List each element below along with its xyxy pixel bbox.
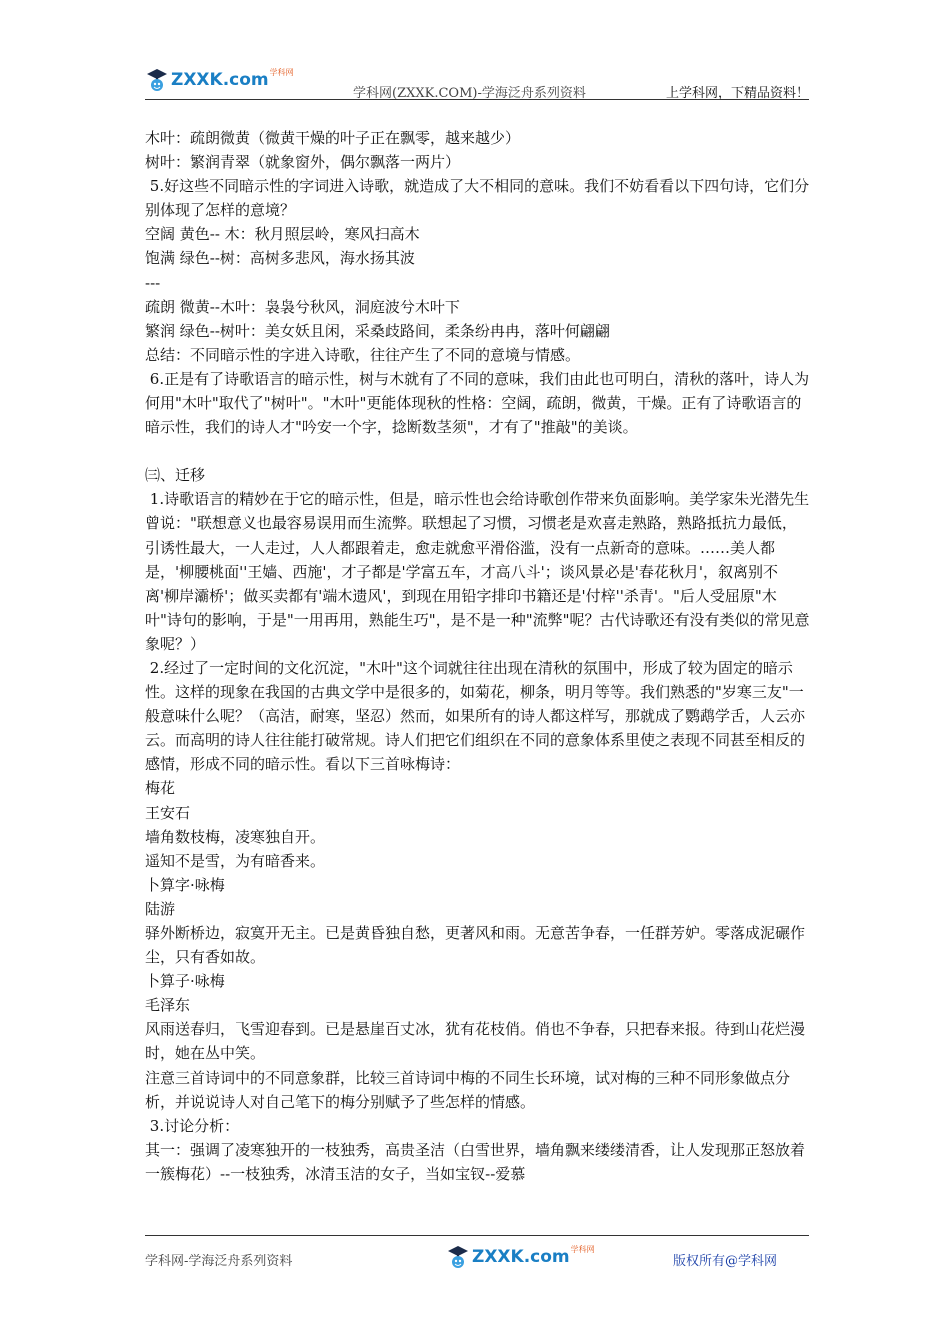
body-paragraph: 驿外断桥边，寂寞开无主。已是黄昏独自愁，更著风和雨。无意苦争春，一任群芳妒。零落成泥碾作尘，只有香如故。 [145, 924, 806, 967]
footer-divider [145, 1235, 809, 1236]
body-paragraph: 卜算子·咏梅 [145, 972, 225, 991]
body-paragraph: 毛泽东 [145, 996, 191, 1015]
body-paragraph: 梅花 [145, 779, 176, 798]
body-paragraph [145, 439, 811, 463]
body-paragraph: ㈢、迁移 [145, 466, 206, 485]
graduation-cap-icon [145, 66, 169, 94]
body-paragraph: 5.好这些不同暗示性的字词进入诗歌，就造成了大不相同的意味。我们不妨看看以下四句诗，它们分别体现了怎样的意境？ [145, 177, 810, 220]
body-paragraph: 3.讨论分析： [145, 1116, 240, 1135]
footer-logo [446, 1243, 595, 1271]
body-paragraph: 6.正是有了诗歌语言的暗示性，树与木就有了不同的意味，我们由此也可明白，清秋的落叶，诗人为何用"木叶"取代了"树叶"。"木叶"更能体现秋的性格：空阔，疏朗，微黄，干燥。正有了诗歌语言的暗示性，我们的诗人才"吟安一个字，捻断数茎须"，才有了"推敲"的美谈。 [145, 369, 810, 437]
body-paragraph: 饱满 绿色--树：高树多悲风，海水扬其波 [145, 249, 415, 268]
body-paragraph: 疏朗 微黄--木叶：袅袅兮秋风，洞庭波兮木叶下 [145, 297, 460, 316]
document-body [145, 126, 811, 1186]
body-paragraph: 树叶：繁润青翠（就象窗外，偶尔飘落一两片） [145, 153, 461, 172]
body-paragraph: 风雨送春归，飞雪迎春到。已是悬崖百丈冰，犹有花枝俏。俏也不争春，只把春来报。待到山花烂漫时，她在丛中笑。 [145, 1020, 806, 1063]
body-paragraph: 1.诗歌语言的精妙在于它的暗示性，但是，暗示性也会给诗歌创作带来负面影响。美学家朱光潜先生曾说："联想意义也最容易误用而生流弊。联想起了习惯，习惯老是欢喜走熟路，熟路抵抗力最低，引诱性最大，一人走过，人人都跟着走，愈走就愈平滑俗滥，没有一点新奇的意味。……美人都是，'柳腰桃面''王嫱、西施'，才子都是'学富五车，才高八斗'；谈风景必是'春花秋月'，叙离别不离'柳岸灞桥'；做买卖都有'端木遗风'，到现在用铅字排印书籍还是'付梓''杀青'。"后人受屈原"木叶"诗句的影响，于是"一用再用，熟能生巧"，是不是一种"流弊"呢？古代诗歌还有没有类似的常见意象呢？） [145, 490, 810, 653]
logo-subtext: 学科网 [269, 67, 294, 77]
site-logo [145, 66, 294, 94]
body-paragraph: 墙角数枝梅，凌寒独自开。 [145, 827, 326, 846]
body-paragraph: 空阔 黄色-- 木：秋月照层岭，寒风扫高木 [145, 225, 420, 244]
footer-copyright: 版权所有@学科网 [673, 1254, 778, 1269]
footer-left-text: 学科网-学海泛舟系列资料 [145, 1254, 293, 1269]
footer-logo-text: ZXXK.com [472, 1247, 570, 1267]
body-paragraph: 总结：不同暗示性的字进入诗歌，往往产生了不同的意境与情感。 [145, 345, 581, 364]
header-slogan: 上学科网，下精品资料！ [665, 86, 809, 101]
graduation-cap-icon [446, 1243, 470, 1271]
body-paragraph: --- [145, 273, 161, 292]
page-header [145, 66, 809, 102]
body-paragraph: 王安石 [145, 803, 191, 822]
body-paragraph: 遥知不是雪，为有暗香来。 [145, 851, 326, 870]
body-paragraph: 卜算字·咏梅 [145, 875, 225, 894]
body-paragraph: 其一：强调了凌寒独开的一枝独秀，高贵圣洁（白雪世界，墙角飘来缕缕清香，让人发现那正怒放着一簇梅花）--一枝独秀，冰清玉洁的女子，当如宝钗--爱慕 [145, 1140, 806, 1183]
body-paragraph: 木叶：疏朗微黄（微黄干燥的叶子正在飘零，越来越少） [145, 129, 521, 147]
body-paragraph: 注意三首诗词中的不同意象群，比较三首诗词中梅的不同生长环境，试对梅的三种不同形象做点分析，并说说诗人对自己笔下的梅分别赋予了些怎样的情感。 [145, 1068, 791, 1111]
body-paragraph: 陆游 [145, 899, 176, 918]
body-paragraph: 2.经过了一定时间的文化沉淀，"木叶"这个词就往往出现在清秋的氛围中，形成了较为固定的暗示性。这样的现象在我国的古典文学中是很多的，如菊花，柳条，明月等等。我们熟悉的"岁寒三友"一般意味什么呢？（高洁，耐寒，坚忍）然而，如果所有的诗人都这样写，那就成了鹦鹉学舌，人云亦云。而高明的诗人往往能打破常规。诗人们把它们组织在不同的意象体系里使之表现不同甚至相反的感情，形成不同的暗示性。看以下三首咏梅诗： [145, 658, 806, 774]
header-title: 学科网(ZXXK.COM)-学海泛舟系列资料 [353, 86, 586, 101]
body-paragraph: 繁润 绿色--树叶：美女妖且闲，采桑歧路间，柔条纷冉冉，落叶何翩翩 [145, 321, 610, 340]
logo-text: ZXXK.com [171, 70, 269, 90]
header-divider [145, 99, 809, 100]
footer-logo-subtext: 学科网 [570, 1244, 595, 1254]
